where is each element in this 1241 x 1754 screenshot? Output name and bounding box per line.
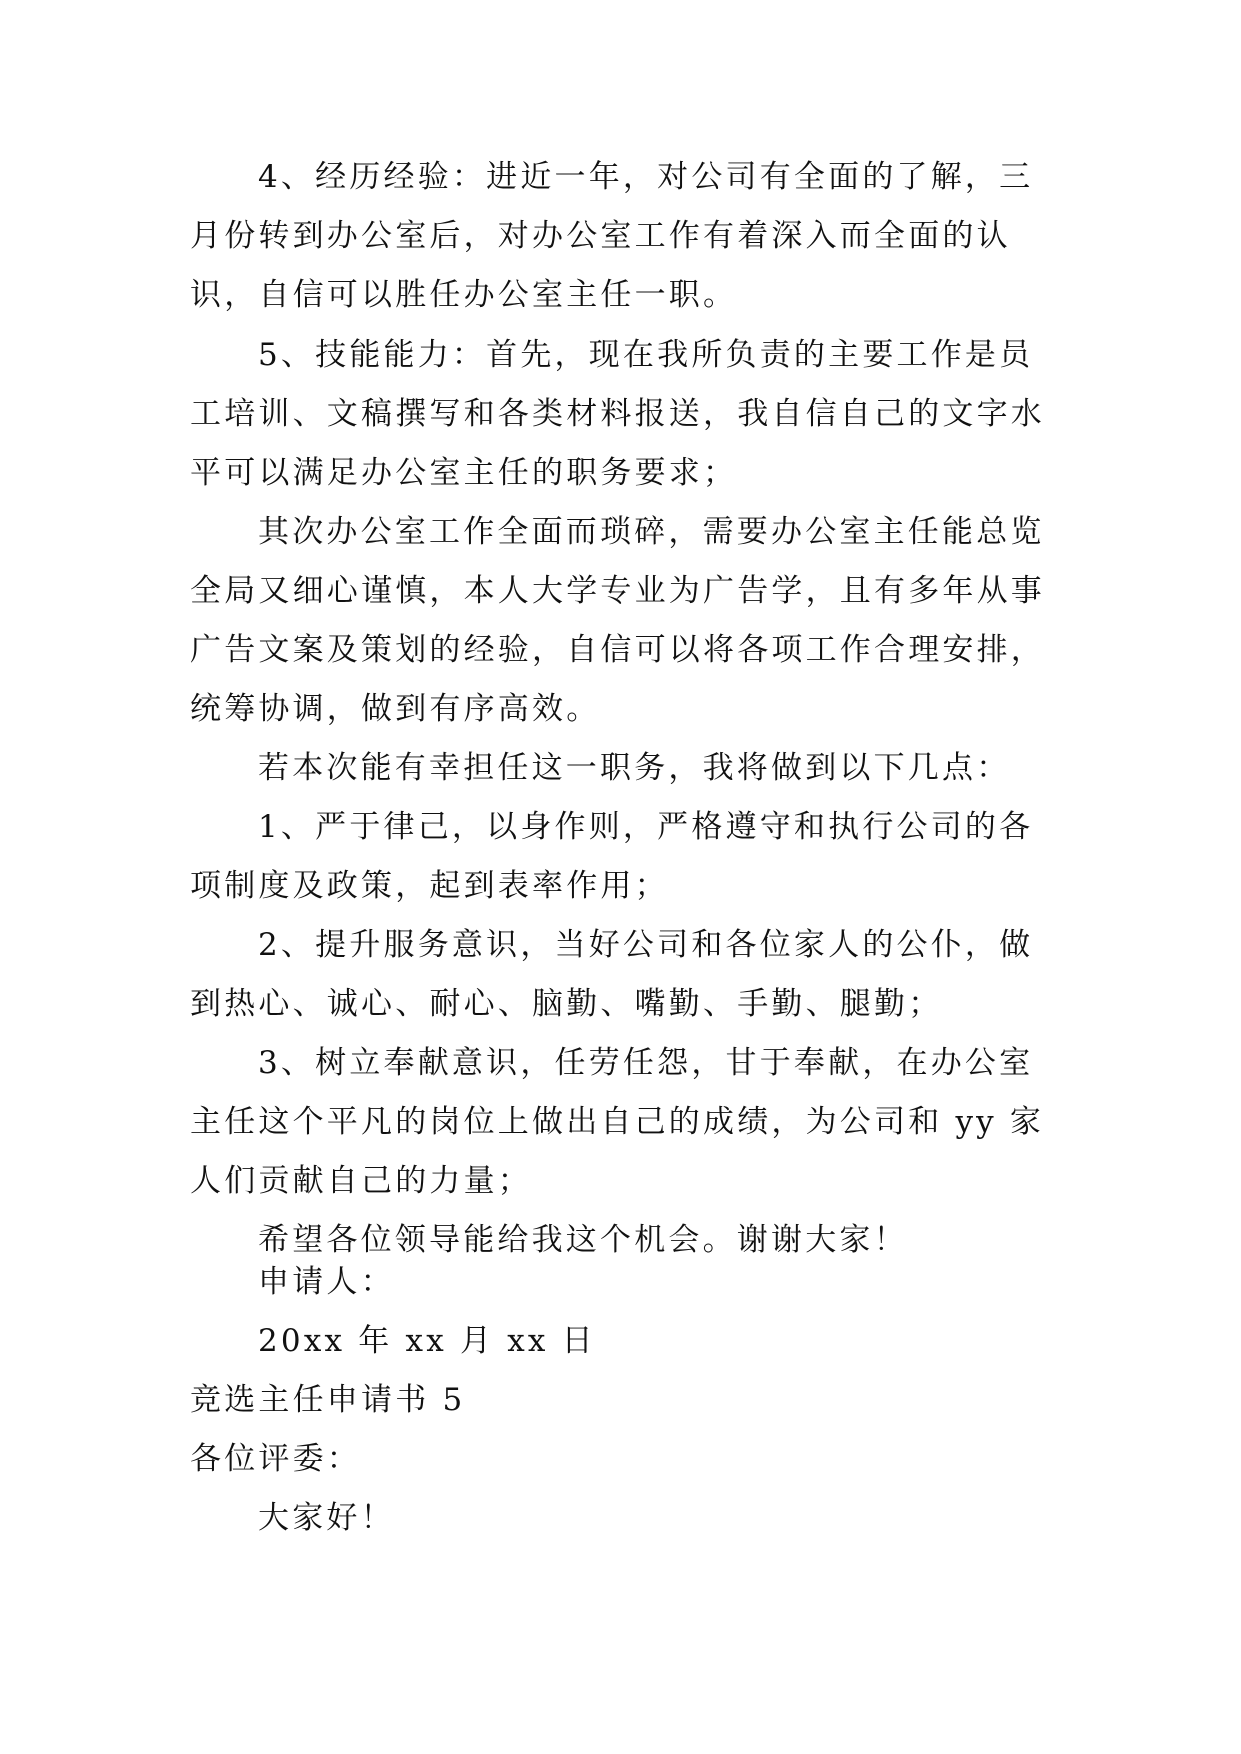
salutation: 各位评委： bbox=[190, 1441, 361, 1477]
paragraph-secondly: 其次办公室工作全面而琐碎，需要办公室主任能总览全局又细心谨慎，本人大学专业为广告学，且有多年从事广告文案及策划的经验，自信可以将各项工作合理安排，统筹协调，做到有序高效。 bbox=[190, 514, 1045, 727]
paragraph-commitment-intro: 若本次能有幸担任这一职务，我将做到以下几点： bbox=[258, 750, 1011, 786]
greeting: 大家好！ bbox=[258, 1500, 395, 1536]
applicant-label: 申请人： bbox=[258, 1264, 395, 1300]
paragraph-closing: 希望各位领导能给我这个机会。谢谢大家！ bbox=[258, 1222, 908, 1258]
paragraph-point-1: 1、严于律己，以身作则，严格遵守和执行公司的各项制度及政策，起到表率作用； bbox=[190, 809, 1034, 904]
paragraph-point-2: 2、提升服务意识，当好公司和各位家人的公仆，做到热心、诚心、耐心、脑勤、嘴勤、手勤、腿勤； bbox=[190, 927, 1034, 1022]
paragraph-experience: 4、经历经验：进近一年，对公司有全面的了解，三月份转到办公室后，对办公室工作有着深入而全面的认识，自信可以胜任办公室主任一职。 bbox=[190, 159, 1034, 313]
paragraph-skills: 5、技能能力：首先，现在我所负责的主要工作是员工培训、文稿撰写和各类材料报送，我自信自己的文字水平可以满足办公室主任的职务要求； bbox=[190, 337, 1045, 491]
next-document-title: 竞选主任申请书 5 bbox=[190, 1382, 466, 1418]
signature-date: 20xx 年 xx 月 xx 日 bbox=[258, 1323, 596, 1359]
paragraph-point-3: 3、树立奉献意识，任劳任怨，甘于奉献，在办公室主任这个平凡的岗位上做出自己的成绩，为公司和 yy 家人们贡献自己的力量； bbox=[190, 1045, 1045, 1199]
